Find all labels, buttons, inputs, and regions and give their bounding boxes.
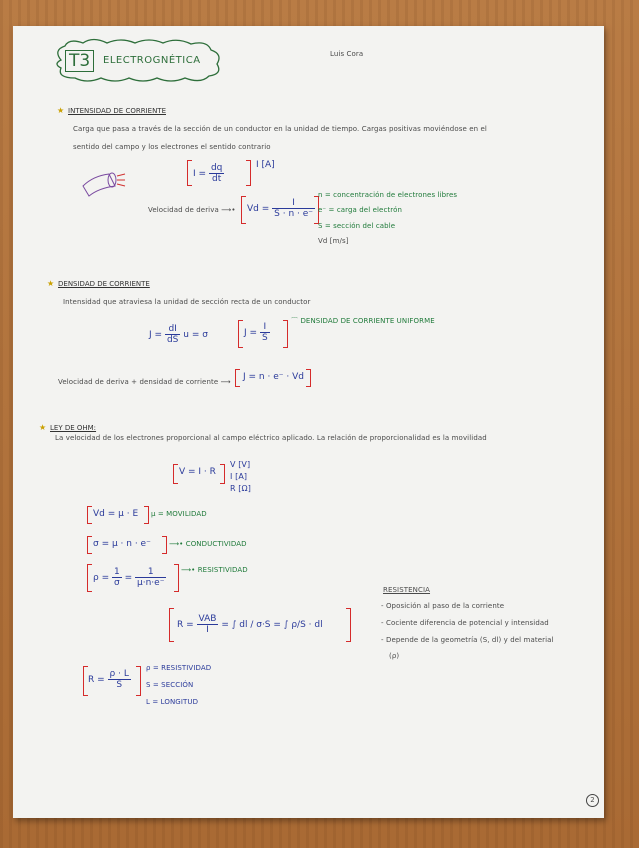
- legend-rho: ρ = RESISTIVIDAD: [146, 664, 212, 672]
- formula-resistance: R = $\frac{\text{VAB}}{I}$ = ∫ dl / σ·S = ∫ ρ/S · dl: [177, 614, 323, 635]
- unit-v: V [V]: [230, 460, 251, 469]
- label-velocidad-deriva: Velocidad de deriva ⟶•: [148, 206, 236, 214]
- note-uniform: ⌒ DENSIDAD DE CORRIENTE UNIFORME: [291, 317, 435, 325]
- legend-n: n = concentración de electrones libres: [318, 191, 458, 199]
- formula-density-drift: J = n · e⁻ · Vd: [243, 372, 304, 382]
- legend-s: S = sección del cable: [318, 222, 396, 230]
- unit-intensity: I [A]: [256, 160, 275, 170]
- formula-mobility: Vd = μ · E: [93, 509, 139, 519]
- resistance-item-extra: (ρ): [389, 652, 400, 660]
- formula-density: J = $\frac{dI}{dS}$ u = σ: [149, 324, 208, 345]
- title-cloud: [51, 38, 226, 82]
- section-text: Carga que pasa a través de la sección de un conductor en la unidad de tiempo. Cargas positivas moviéndose en el: [73, 125, 487, 133]
- label-velocity-density: Velocidad de deriva + densidad de corriente ⟶: [58, 378, 231, 386]
- formula-conductivity: σ = μ · n · e⁻: [93, 539, 151, 549]
- page-title: ELECTROGNÉTICA: [103, 55, 201, 66]
- star-icon: ★: [47, 279, 55, 288]
- resistance-title: RESISTENCIA: [383, 586, 431, 594]
- star-icon: ★: [57, 106, 65, 115]
- formula-resistivity: ρ = $\frac{1}{\sigma}$ = $\frac{1}{\mu\cdot n\cdot e^-}$: [93, 567, 165, 588]
- resistance-item: - Oposición al paso de la corriente: [381, 602, 505, 610]
- label-mobility: μ = MOVILIDAD: [151, 510, 207, 518]
- section-text: Intensidad que atraviesa la unidad de sección recta de un conductor: [63, 298, 311, 306]
- section-title-intensidad: INTENSIDAD DE CORRIENTE: [68, 107, 166, 115]
- formula-drift-velocity: Vd = $\frac{I}{S \cdot n \cdot e^-}$: [247, 198, 314, 219]
- wire-sketch-icon: [79, 166, 127, 198]
- legend-section: S = SECCIÓN: [146, 681, 194, 689]
- legend-e: e⁻ = carga del electrón: [318, 206, 402, 214]
- unit-r: R [Ω]: [230, 484, 251, 493]
- resistance-item: - Cociente diferencia de potencial y intensidad: [381, 619, 549, 627]
- formula-ohm: V = I · R: [179, 467, 216, 477]
- page-number: 2: [586, 794, 599, 807]
- formula-density-uniform: J = $\frac{I}{S}$: [244, 322, 268, 343]
- unit-i: I [A]: [230, 472, 248, 481]
- topic-badge: T3: [65, 50, 94, 72]
- label-resistivity: ⟶• RESISTIVIDAD: [181, 566, 248, 574]
- formula-intensity: I = $\frac{dq}{dt}$: [193, 163, 223, 184]
- unit-vd: Vd [m/s]: [318, 237, 349, 245]
- section-title-densidad: DENSIDAD DE CORRIENTE: [58, 280, 150, 288]
- legend-length: L = LONGITUD: [146, 698, 199, 706]
- resistance-item: - Depende de la geometría (S, dl) y del material: [381, 636, 554, 644]
- section-text: La velocidad de los electrones proporcional al campo eléctrico aplicado. La relación de proporcionalidad es la movilidad: [55, 434, 487, 442]
- section-text: sentido del campo y los electrones el sentido contrario: [73, 143, 271, 151]
- notebook-page: [13, 26, 604, 818]
- formula-resistance-geometry: R = $\frac{\rho \cdot L}{S}$: [88, 669, 129, 690]
- section-title-ohm: LEY DE OHM:: [50, 424, 97, 432]
- label-conductivity: ⟶• CONDUCTIVIDAD: [169, 540, 247, 548]
- author-name: Luis Cora: [330, 50, 364, 58]
- star-icon: ★: [39, 423, 47, 432]
